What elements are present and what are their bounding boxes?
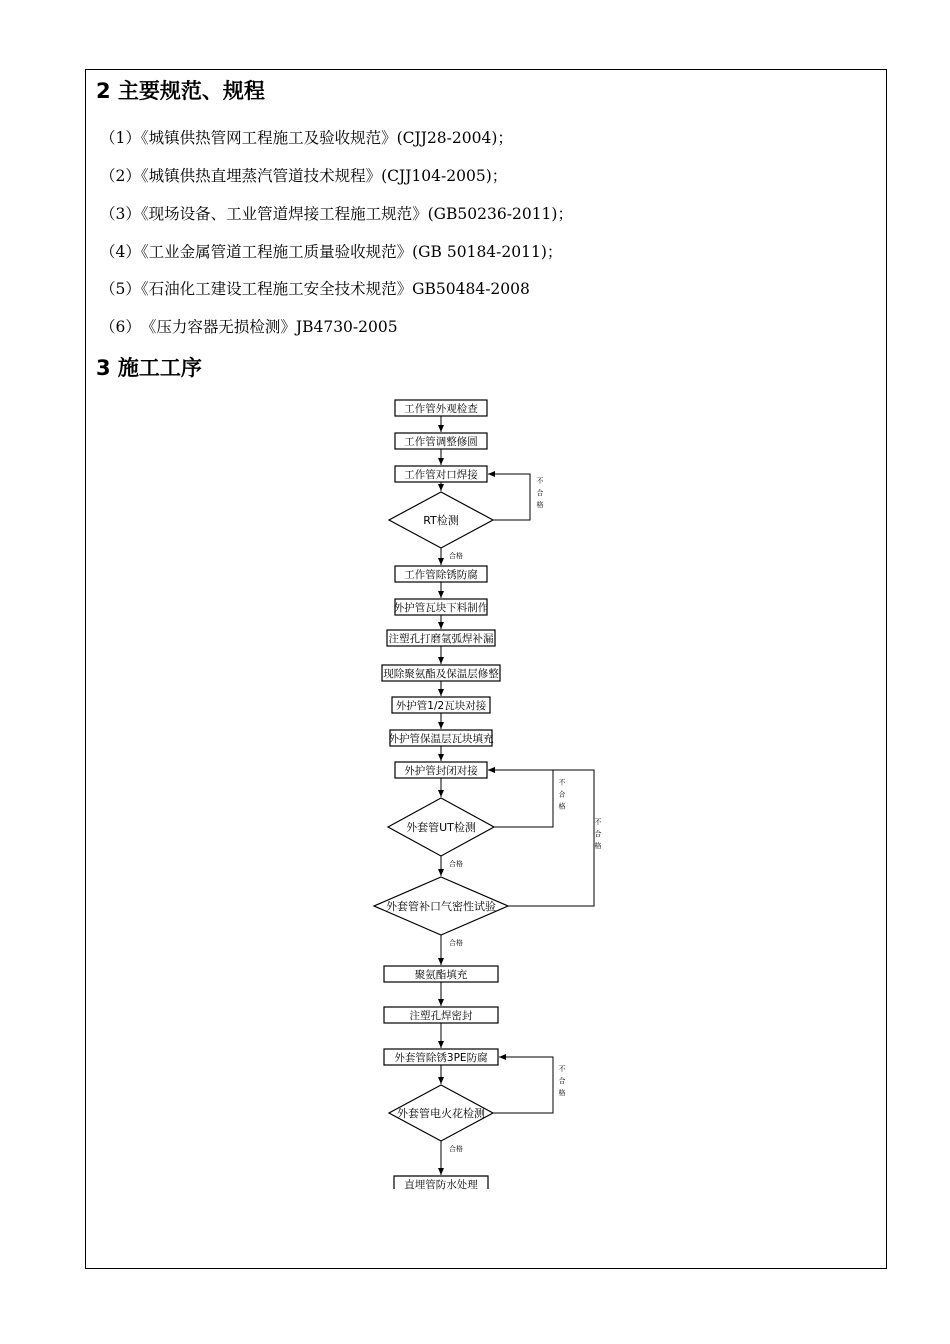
flow-step-label: 外护管1/2瓦块对接 (395, 700, 487, 712)
fail-label: 格 (558, 802, 566, 811)
fail-label: 不 (594, 818, 602, 826)
flow-step-label: 外套管除锈3PE防腐 (394, 1052, 488, 1064)
pass-label: 合格 (449, 939, 463, 947)
standard-4: （4）《工业金属管道工程施工质量验收规范》(GB 50184-2011)； (100, 243, 563, 261)
flow-step-label: 聚氨酯填充 (414, 969, 468, 981)
flow-step-label: 注塑孔打磨氩弧焊补漏 (388, 633, 494, 645)
fail-label: 合 (558, 1077, 566, 1085)
fail-label: 不 (536, 477, 544, 485)
fail-label: 合 (558, 790, 566, 799)
fail-label: 格 (558, 1089, 566, 1097)
flow-fail-loop (493, 1057, 553, 1113)
section-3-heading: 3 施工工序 (96, 356, 202, 380)
fail-label: 格 (536, 501, 544, 509)
standard-2: （2）《城镇供热直埋蒸汽管道技术规程》(CJJ104-2005)； (100, 167, 508, 185)
fail-label: 合 (594, 830, 602, 838)
pass-label: 合格 (449, 1145, 463, 1153)
flow-fail-loop (488, 474, 530, 520)
flow-fail-loop (488, 770, 594, 906)
pass-label: 合格 (449, 860, 463, 868)
flow-step-label: 现除聚氨酯及保温层修整 (383, 668, 499, 680)
standard-3: （3）《现场设备、工业管道焊接工程施工规范》(GB50236-2011)； (100, 205, 573, 223)
flow-step-label: 外套管UT检测 (406, 821, 476, 834)
flow-step-label: 外护管保温层瓦块填充 (388, 733, 494, 745)
flow-step-label: 外护管封闭对接 (404, 765, 478, 777)
flow-step-label: 外护管瓦块下料制作 (393, 602, 489, 614)
flow-step-label: RT检测 (423, 514, 459, 527)
standard-1: （1）《城镇供热管网工程施工及验收规范》(CJJ28-2004)； (100, 129, 513, 147)
standard-6: （6） 《压力容器无损检测》JB4730-2005 (100, 318, 398, 336)
flow-step-label: 工作管对口焊接 (404, 469, 478, 481)
flow-step-label: 工作管外观检查 (404, 403, 478, 415)
fail-label: 格 (594, 842, 602, 850)
flow-fail-loop (488, 770, 553, 827)
fail-label: 不 (558, 1065, 566, 1073)
flow-step-label: 外套管补口气密性试验 (386, 900, 496, 913)
flow-step-label: 直埋管防水处理 (404, 1179, 478, 1191)
section-2-heading: 2 主要规范、规程 (96, 79, 265, 103)
flow-step-label: 外套管电火花检测 (397, 1107, 485, 1120)
pass-label: 合格 (449, 552, 463, 560)
fail-label: 不 (558, 778, 566, 787)
flow-step-label: 注塑孔焊密封 (409, 1010, 473, 1022)
fail-label: 合 (536, 489, 544, 497)
flow-step-label: 工作管除锈防腐 (404, 569, 478, 581)
flow-step-label: 工作管调整修圆 (404, 436, 478, 448)
standard-5: （5）《石油化工建设工程施工安全技术规范》GB50484-2008 (100, 280, 530, 298)
